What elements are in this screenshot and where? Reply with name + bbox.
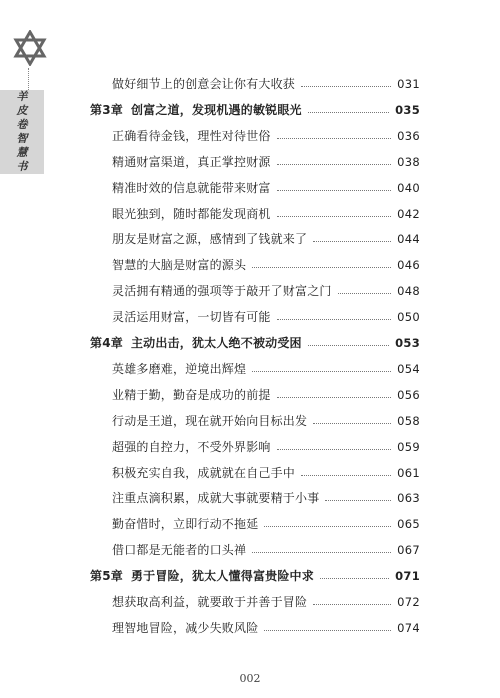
leader-dots (313, 423, 391, 424)
leader-dots (252, 371, 391, 372)
chapter-number: 第4章 (90, 336, 123, 350)
page-ref: 059 (397, 440, 420, 454)
toc-item-row (112, 490, 420, 506)
page-ref: 040 (397, 181, 420, 195)
section-title: 智慧的大脑是财富的源头 (112, 258, 247, 272)
leader-dots (277, 164, 392, 165)
toc-item-row (112, 542, 420, 558)
leader-dots (277, 319, 392, 320)
leader-dots (264, 526, 391, 527)
toc-item-row (112, 231, 420, 247)
toc-item-row (112, 413, 420, 429)
leader-dots (301, 86, 391, 87)
toc-item-row (112, 154, 420, 170)
series-char: 卷 (16, 118, 28, 131)
section-title: 精准时效的信息就能带来财富 (112, 181, 271, 195)
toc-item-row (112, 465, 420, 481)
page-ref: 063 (397, 491, 420, 505)
page-ref: 046 (397, 258, 420, 272)
series-char: 羊 (16, 90, 28, 103)
section-title: 理智地冒险，减少失败风险 (112, 621, 259, 635)
toc-item-row (112, 283, 420, 299)
page-ref: 044 (397, 232, 420, 246)
page-ref: 038 (397, 155, 420, 169)
star-of-david-icon (12, 30, 48, 66)
series-char: 皮 (16, 104, 28, 117)
leader-dots (338, 293, 392, 294)
chapter-title: 创富之道，发现机遇的敏锐眼光 (130, 103, 302, 117)
chapter-number: 第3章 (90, 103, 123, 117)
page-ref: 054 (397, 362, 420, 376)
sidebar-dotted-line (28, 68, 29, 90)
leader-dots (325, 500, 391, 501)
series-char: 慧 (16, 146, 28, 159)
page-ref: 072 (397, 595, 420, 609)
toc-item-row (112, 361, 420, 377)
section-title: 超强的自控力，不受外界影响 (112, 440, 271, 454)
toc-item-row (112, 76, 420, 92)
chapter-number: 第5章 (90, 569, 123, 583)
leader-dots (252, 552, 391, 553)
section-title: 注重点滴积累，成就大事就要精于小事 (112, 491, 320, 505)
toc-item-row (112, 180, 420, 196)
section-title: 借口都是无能者的口头禅 (112, 543, 247, 557)
section-title: 积极充实自我，成就就在自己手中 (112, 466, 296, 480)
page-ref: 035 (395, 103, 420, 117)
section-title: 眼光独到，随时都能发现商机 (112, 207, 271, 221)
page-ref: 050 (397, 310, 420, 324)
series-char: 书 (16, 160, 28, 173)
page-ref: 065 (397, 517, 420, 531)
leader-dots (264, 630, 391, 631)
page-ref: 048 (397, 284, 420, 298)
leader-dots (277, 190, 392, 191)
page-ref: 042 (397, 207, 420, 221)
section-title: 想获取高利益，就要敢于并善于冒险 (112, 595, 308, 609)
leader-dots (277, 138, 392, 139)
chapter-title: 主动出击，犹太人绝不被动受困 (130, 336, 302, 350)
leader-dots (301, 475, 391, 476)
leader-dots (277, 397, 392, 398)
leader-dots (308, 112, 389, 113)
section-title: 精通财富渠道，真正掌控财源 (112, 155, 271, 169)
toc-item-row (112, 439, 420, 455)
page-ref: 067 (397, 543, 420, 557)
toc-item-row (112, 128, 420, 144)
toc-item-row (112, 206, 420, 222)
page-ref: 036 (397, 129, 420, 143)
leader-dots (313, 241, 391, 242)
page-ref: 056 (397, 388, 420, 402)
toc-item-row (112, 387, 420, 403)
toc-item-row (112, 594, 420, 610)
leader-dots (252, 267, 391, 268)
section-title: 英雄多磨难，逆境出辉煌 (112, 362, 247, 376)
series-char: 智 (16, 132, 28, 145)
page-ref: 058 (397, 414, 420, 428)
page-number: 002 (239, 672, 261, 685)
series-tab (0, 90, 44, 174)
leader-dots (277, 449, 392, 450)
section-title: 勤奋惜时，立即行动不拖延 (112, 517, 259, 531)
section-title: 业精于勤，勤奋是成功的前提 (112, 388, 271, 402)
toc-item-row (112, 516, 420, 532)
page-ref: 031 (397, 77, 420, 91)
leader-dots (308, 345, 389, 346)
page-ref: 074 (397, 621, 420, 635)
page-ref: 071 (395, 569, 420, 583)
toc-item-row (112, 620, 420, 636)
toc-item-row (112, 257, 420, 273)
section-title: 朋友是财富之源，感情到了钱就来了 (112, 232, 308, 246)
page-ref: 053 (395, 336, 420, 350)
toc-item-row (112, 309, 420, 325)
leader-dots (320, 578, 389, 579)
leader-dots (313, 604, 391, 605)
toc-chapter-row (90, 102, 420, 118)
page-ref: 061 (397, 466, 420, 480)
section-title: 灵活拥有精通的强项等于敲开了财富之门 (112, 284, 332, 298)
leader-dots (277, 216, 392, 217)
toc-chapter-row (90, 335, 420, 351)
sidebar (0, 0, 58, 698)
section-title: 行动是王道，现在就开始向目标出发 (112, 414, 308, 428)
section-title: 做好细节上的创意会让你有大收获 (112, 77, 296, 91)
section-title: 正确看待金钱，理性对待世俗 (112, 129, 271, 143)
chapter-title: 勇于冒险，犹太人懂得富贵险中求 (130, 569, 314, 583)
toc-chapter-row (90, 568, 420, 584)
section-title: 灵活运用财富，一切皆有可能 (112, 310, 271, 324)
